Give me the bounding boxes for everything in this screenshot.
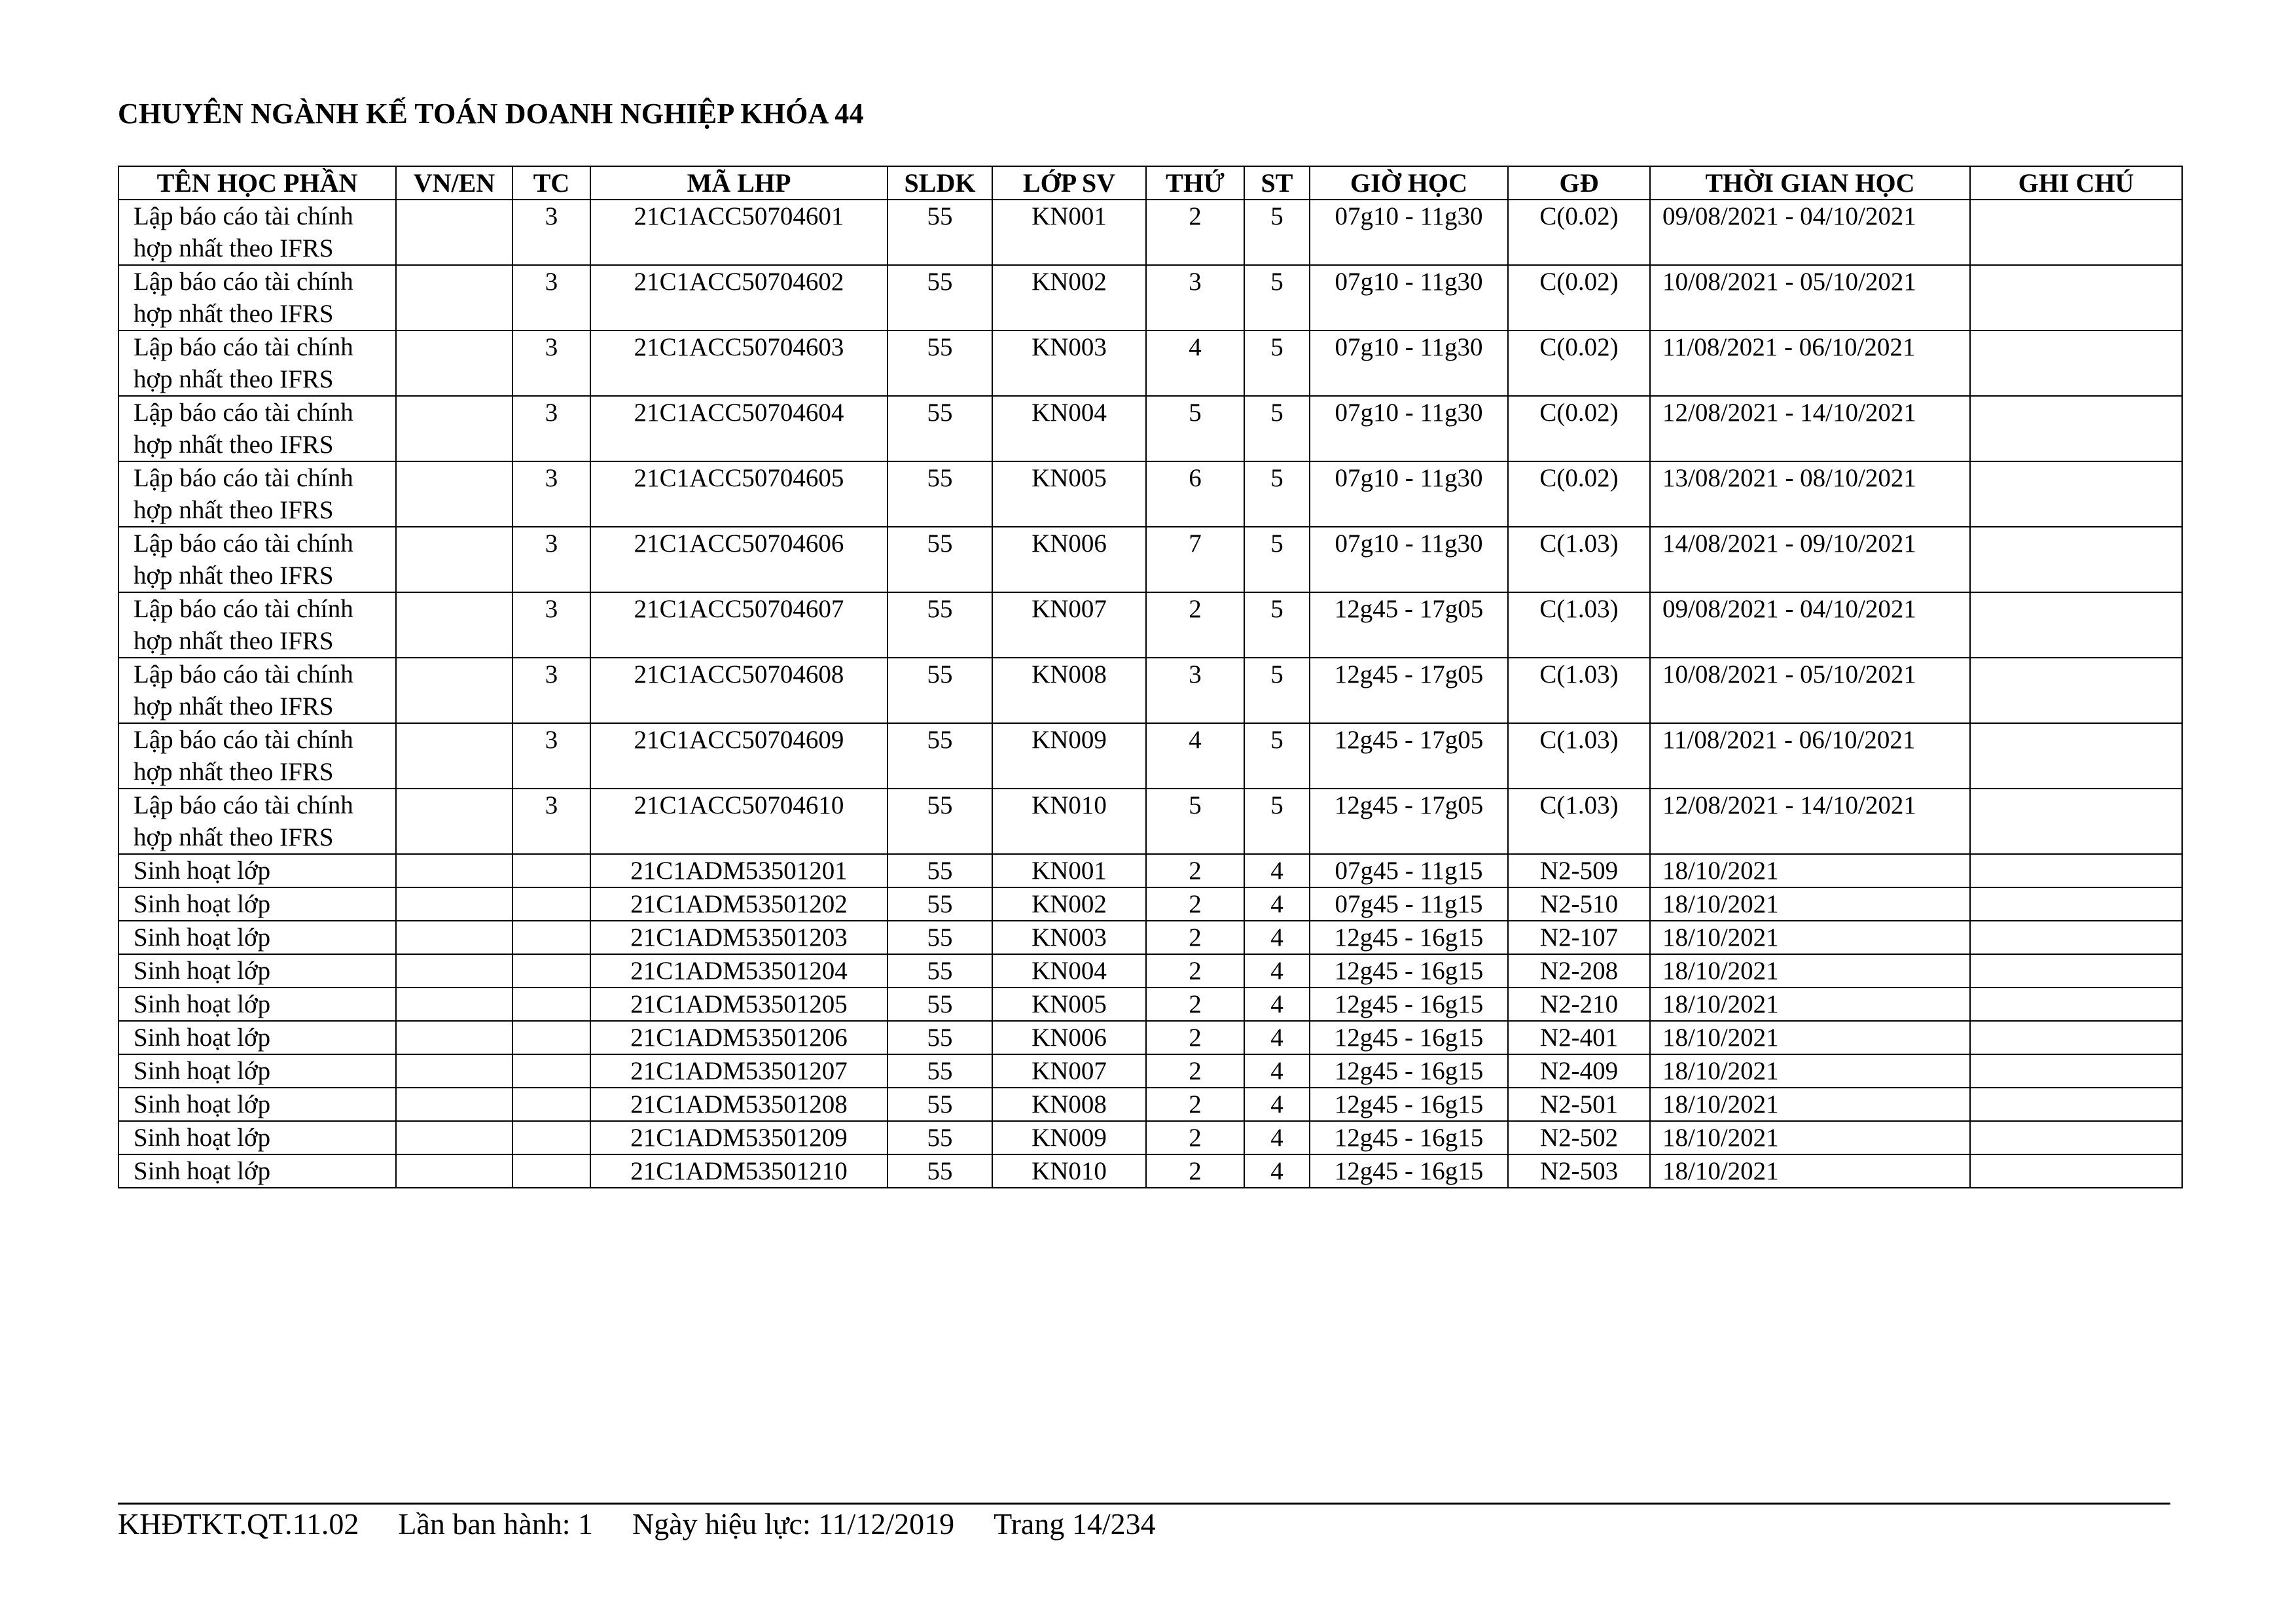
room-cell: C(1.03) <box>1508 592 1650 658</box>
date-range-cell: 18/10/2021 <box>1650 1088 1970 1121</box>
credits-cell: 3 <box>512 396 590 461</box>
weekday-cell: 2 <box>1146 1154 1244 1188</box>
weekday-cell: 5 <box>1146 789 1244 854</box>
language-cell <box>396 723 512 789</box>
note-cell <box>1970 1054 2182 1088</box>
time-cell: 07g45 - 11g15 <box>1310 887 1508 921</box>
table-row <box>118 854 2182 887</box>
class-code-cell: 21C1ADM53501209 <box>590 1121 888 1154</box>
note-cell <box>1970 527 2182 592</box>
course-name-cell: Lập báo cáo tài chính hợp nhất theo IFRS <box>118 396 396 461</box>
time-cell: 12g45 - 17g05 <box>1310 592 1508 658</box>
date-range-cell: 13/08/2021 - 08/10/2021 <box>1650 461 1970 527</box>
credits-cell: 3 <box>512 200 590 265</box>
table-row <box>118 330 2182 396</box>
periods-cell: 5 <box>1244 723 1310 789</box>
class-code-cell: 21C1ADM53501205 <box>590 988 888 1021</box>
periods-cell: 4 <box>1244 1121 1310 1154</box>
class-code-cell: 21C1ACC50704609 <box>590 723 888 789</box>
weekday-cell: 6 <box>1146 461 1244 527</box>
date-range-cell: 18/10/2021 <box>1650 921 1970 954</box>
language-cell <box>396 1021 512 1054</box>
note-cell <box>1970 658 2182 723</box>
periods-cell: 4 <box>1244 854 1310 887</box>
enrolled-cell: 55 <box>888 988 992 1021</box>
table-row <box>118 1054 2182 1088</box>
table-row <box>118 789 2182 854</box>
room-cell: C(1.03) <box>1508 658 1650 723</box>
table-row <box>118 527 2182 592</box>
enrolled-cell: 55 <box>888 265 992 330</box>
enrolled-cell: 55 <box>888 1021 992 1054</box>
credits-cell: 3 <box>512 723 590 789</box>
weekday-cell: 2 <box>1146 954 1244 988</box>
note-cell <box>1970 789 2182 854</box>
header-vn-en: VN/EN <box>396 166 512 200</box>
schedule-table <box>118 166 2183 1188</box>
language-cell <box>396 527 512 592</box>
room-cell: C(0.02) <box>1508 461 1650 527</box>
weekday-cell: 2 <box>1146 988 1244 1021</box>
credits-cell <box>512 887 590 921</box>
course-name-cell: Lập báo cáo tài chính hợp nhất theo IFRS <box>118 265 396 330</box>
periods-cell: 5 <box>1244 592 1310 658</box>
header-thu: THỨ <box>1146 166 1244 200</box>
room-cell: C(1.03) <box>1508 723 1650 789</box>
course-name-cell: Sinh hoạt lớp <box>118 1154 396 1188</box>
time-cell: 07g10 - 11g30 <box>1310 527 1508 592</box>
class-code-cell: 21C1ADM53501201 <box>590 854 888 887</box>
student-class-cell: KN001 <box>992 200 1146 265</box>
enrolled-cell: 55 <box>888 1121 992 1154</box>
footer-page-number: Trang 14/234 <box>994 1507 1156 1541</box>
page-footer <box>118 1507 1156 1541</box>
class-code-cell: 21C1ADM53501204 <box>590 954 888 988</box>
note-cell <box>1970 1021 2182 1054</box>
header-tc: TC <box>512 166 590 200</box>
student-class-cell: KN006 <box>992 527 1146 592</box>
student-class-cell: KN004 <box>992 954 1146 988</box>
header-gd: GĐ <box>1508 166 1650 200</box>
table-row <box>118 461 2182 527</box>
table-row <box>118 592 2182 658</box>
date-range-cell: 18/10/2021 <box>1650 954 1970 988</box>
enrolled-cell: 55 <box>888 200 992 265</box>
enrolled-cell: 55 <box>888 658 992 723</box>
enrolled-cell: 55 <box>888 396 992 461</box>
page-title: CHUYÊN NGÀNH KẾ TOÁN DOANH NGHIỆP KHÓA 44 <box>118 98 864 130</box>
credits-cell <box>512 854 590 887</box>
header-sldk: SLDK <box>888 166 992 200</box>
student-class-cell: KN009 <box>992 1121 1146 1154</box>
credits-cell <box>512 1154 590 1188</box>
enrolled-cell: 55 <box>888 1154 992 1188</box>
time-cell: 07g45 - 11g15 <box>1310 854 1508 887</box>
periods-cell: 5 <box>1244 461 1310 527</box>
periods-cell: 5 <box>1244 658 1310 723</box>
room-cell: C(0.02) <box>1508 330 1650 396</box>
student-class-cell: KN009 <box>992 723 1146 789</box>
credits-cell: 3 <box>512 461 590 527</box>
time-cell: 07g10 - 11g30 <box>1310 461 1508 527</box>
course-name-cell: Sinh hoạt lớp <box>118 1121 396 1154</box>
language-cell <box>396 1054 512 1088</box>
student-class-cell: KN003 <box>992 921 1146 954</box>
periods-cell: 5 <box>1244 789 1310 854</box>
periods-cell: 4 <box>1244 1154 1310 1188</box>
credits-cell: 3 <box>512 330 590 396</box>
weekday-cell: 2 <box>1146 887 1244 921</box>
credits-cell: 3 <box>512 789 590 854</box>
room-cell: N2-501 <box>1508 1088 1650 1121</box>
credits-cell <box>512 1121 590 1154</box>
time-cell: 12g45 - 16g15 <box>1310 954 1508 988</box>
student-class-cell: KN008 <box>992 1088 1146 1121</box>
weekday-cell: 5 <box>1146 396 1244 461</box>
time-cell: 12g45 - 16g15 <box>1310 1154 1508 1188</box>
course-name-cell: Sinh hoạt lớp <box>118 1054 396 1088</box>
note-cell <box>1970 988 2182 1021</box>
credits-cell: 3 <box>512 265 590 330</box>
footer-effective-date: Ngày hiệu lực: 11/12/2019 <box>632 1507 955 1541</box>
time-cell: 12g45 - 16g15 <box>1310 1021 1508 1054</box>
weekday-cell: 2 <box>1146 1021 1244 1054</box>
room-cell: C(1.03) <box>1508 789 1650 854</box>
note-cell <box>1970 1154 2182 1188</box>
course-name-cell: Sinh hoạt lớp <box>118 988 396 1021</box>
date-range-cell: 10/08/2021 - 05/10/2021 <box>1650 658 1970 723</box>
enrolled-cell: 55 <box>888 921 992 954</box>
language-cell <box>396 265 512 330</box>
table-row <box>118 723 2182 789</box>
weekday-cell: 2 <box>1146 200 1244 265</box>
periods-cell: 4 <box>1244 921 1310 954</box>
student-class-cell: KN003 <box>992 330 1146 396</box>
room-cell: C(1.03) <box>1508 527 1650 592</box>
student-class-cell: KN010 <box>992 789 1146 854</box>
note-cell <box>1970 461 2182 527</box>
header-ma-lhp: MÃ LHP <box>590 166 888 200</box>
room-cell: N2-409 <box>1508 1054 1650 1088</box>
course-name-cell: Lập báo cáo tài chính hợp nhất theo IFRS <box>118 658 396 723</box>
student-class-cell: KN004 <box>992 396 1146 461</box>
student-class-cell: KN002 <box>992 265 1146 330</box>
header-lop-sv: LỚP SV <box>992 166 1146 200</box>
room-cell: N2-210 <box>1508 988 1650 1021</box>
language-cell <box>396 396 512 461</box>
class-code-cell: 21C1ACC50704604 <box>590 396 888 461</box>
date-range-cell: 18/10/2021 <box>1650 1121 1970 1154</box>
weekday-cell: 2 <box>1146 592 1244 658</box>
student-class-cell: KN002 <box>992 887 1146 921</box>
date-range-cell: 12/08/2021 - 14/10/2021 <box>1650 789 1970 854</box>
note-cell <box>1970 921 2182 954</box>
language-cell <box>396 330 512 396</box>
credits-cell <box>512 954 590 988</box>
student-class-cell: KN005 <box>992 988 1146 1021</box>
periods-cell: 4 <box>1244 954 1310 988</box>
credits-cell <box>512 988 590 1021</box>
language-cell <box>396 461 512 527</box>
course-name-cell: Sinh hoạt lớp <box>118 1021 396 1054</box>
time-cell: 12g45 - 16g15 <box>1310 921 1508 954</box>
table-row <box>118 265 2182 330</box>
time-cell: 12g45 - 17g05 <box>1310 723 1508 789</box>
student-class-cell: KN007 <box>992 592 1146 658</box>
table-row <box>118 887 2182 921</box>
table-row <box>118 658 2182 723</box>
class-code-cell: 21C1ACC50704601 <box>590 200 888 265</box>
weekday-cell: 2 <box>1146 921 1244 954</box>
time-cell: 12g45 - 16g15 <box>1310 1054 1508 1088</box>
note-cell <box>1970 1121 2182 1154</box>
time-cell: 07g10 - 11g30 <box>1310 200 1508 265</box>
student-class-cell: KN005 <box>992 461 1146 527</box>
header-ghi-chu: GHI CHÚ <box>1970 166 2182 200</box>
table-row <box>118 1154 2182 1188</box>
note-cell <box>1970 396 2182 461</box>
class-code-cell: 21C1ACC50704602 <box>590 265 888 330</box>
credits-cell: 3 <box>512 592 590 658</box>
language-cell <box>396 988 512 1021</box>
periods-cell: 5 <box>1244 396 1310 461</box>
weekday-cell: 2 <box>1146 1054 1244 1088</box>
language-cell <box>396 658 512 723</box>
language-cell <box>396 200 512 265</box>
time-cell: 07g10 - 11g30 <box>1310 265 1508 330</box>
time-cell: 12g45 - 16g15 <box>1310 988 1508 1021</box>
student-class-cell: KN010 <box>992 1154 1146 1188</box>
room-cell: C(0.02) <box>1508 265 1650 330</box>
class-code-cell: 21C1ADM53501202 <box>590 887 888 921</box>
time-cell: 07g10 - 11g30 <box>1310 330 1508 396</box>
course-name-cell: Sinh hoạt lớp <box>118 887 396 921</box>
language-cell <box>396 954 512 988</box>
language-cell <box>396 1154 512 1188</box>
course-name-cell: Lập báo cáo tài chính hợp nhất theo IFRS <box>118 200 396 265</box>
date-range-cell: 18/10/2021 <box>1650 887 1970 921</box>
enrolled-cell: 55 <box>888 1088 992 1121</box>
note-cell <box>1970 954 2182 988</box>
credits-cell: 3 <box>512 658 590 723</box>
note-cell <box>1970 887 2182 921</box>
course-name-cell: Sinh hoạt lớp <box>118 1088 396 1121</box>
weekday-cell: 2 <box>1146 1088 1244 1121</box>
date-range-cell: 18/10/2021 <box>1650 1154 1970 1188</box>
language-cell <box>396 1088 512 1121</box>
time-cell: 07g10 - 11g30 <box>1310 396 1508 461</box>
student-class-cell: KN007 <box>992 1054 1146 1088</box>
table-row <box>118 921 2182 954</box>
periods-cell: 4 <box>1244 1088 1310 1121</box>
weekday-cell: 2 <box>1146 1121 1244 1154</box>
date-range-cell: 18/10/2021 <box>1650 1021 1970 1054</box>
date-range-cell: 18/10/2021 <box>1650 1054 1970 1088</box>
enrolled-cell: 55 <box>888 1054 992 1088</box>
language-cell <box>396 789 512 854</box>
periods-cell: 4 <box>1244 1054 1310 1088</box>
note-cell <box>1970 265 2182 330</box>
time-cell: 12g45 - 17g05 <box>1310 789 1508 854</box>
enrolled-cell: 55 <box>888 887 992 921</box>
enrolled-cell: 55 <box>888 527 992 592</box>
header-st: ST <box>1244 166 1310 200</box>
weekday-cell: 3 <box>1146 658 1244 723</box>
date-range-cell: 11/08/2021 - 06/10/2021 <box>1650 330 1970 396</box>
note-cell <box>1970 330 2182 396</box>
student-class-cell: KN001 <box>992 854 1146 887</box>
date-range-cell: 10/08/2021 - 05/10/2021 <box>1650 265 1970 330</box>
note-cell <box>1970 1088 2182 1121</box>
time-cell: 12g45 - 16g15 <box>1310 1121 1508 1154</box>
class-code-cell: 21C1ADM53501208 <box>590 1088 888 1121</box>
class-code-cell: 21C1ACC50704610 <box>590 789 888 854</box>
credits-cell <box>512 921 590 954</box>
course-name-cell: Lập báo cáo tài chính hợp nhất theo IFRS <box>118 330 396 396</box>
class-code-cell: 21C1ACC50704603 <box>590 330 888 396</box>
date-range-cell: 09/08/2021 - 04/10/2021 <box>1650 200 1970 265</box>
room-cell: N2-401 <box>1508 1021 1650 1054</box>
table-row <box>118 1121 2182 1154</box>
credits-cell <box>512 1088 590 1121</box>
weekday-cell: 2 <box>1146 854 1244 887</box>
header-gio-hoc: GIỜ HỌC <box>1310 166 1508 200</box>
footer-divider <box>118 1503 2170 1505</box>
table-body <box>118 200 2182 1188</box>
class-code-cell: 21C1ADM53501206 <box>590 1021 888 1054</box>
periods-cell: 5 <box>1244 200 1310 265</box>
weekday-cell: 3 <box>1146 265 1244 330</box>
date-range-cell: 18/10/2021 <box>1650 854 1970 887</box>
course-name-cell: Sinh hoạt lớp <box>118 854 396 887</box>
table-row <box>118 396 2182 461</box>
periods-cell: 4 <box>1244 887 1310 921</box>
date-range-cell: 12/08/2021 - 14/10/2021 <box>1650 396 1970 461</box>
periods-cell: 5 <box>1244 330 1310 396</box>
weekday-cell: 4 <box>1146 723 1244 789</box>
enrolled-cell: 55 <box>888 723 992 789</box>
periods-cell: 5 <box>1244 265 1310 330</box>
student-class-cell: KN008 <box>992 658 1146 723</box>
note-cell <box>1970 200 2182 265</box>
room-cell: N2-208 <box>1508 954 1650 988</box>
student-class-cell: KN006 <box>992 1021 1146 1054</box>
room-cell: C(0.02) <box>1508 396 1650 461</box>
enrolled-cell: 55 <box>888 592 992 658</box>
time-cell: 12g45 - 17g05 <box>1310 658 1508 723</box>
course-name-cell: Lập báo cáo tài chính hợp nhất theo IFRS <box>118 461 396 527</box>
class-code-cell: 21C1ADM53501207 <box>590 1054 888 1088</box>
credits-cell <box>512 1054 590 1088</box>
enrolled-cell: 55 <box>888 854 992 887</box>
footer-issue: Lần ban hành: 1 <box>398 1507 593 1541</box>
date-range-cell: 18/10/2021 <box>1650 988 1970 1021</box>
class-code-cell: 21C1ADM53501203 <box>590 921 888 954</box>
language-cell <box>396 1121 512 1154</box>
class-code-cell: 21C1ACC50704605 <box>590 461 888 527</box>
enrolled-cell: 55 <box>888 789 992 854</box>
room-cell: C(0.02) <box>1508 200 1650 265</box>
language-cell <box>396 854 512 887</box>
enrolled-cell: 55 <box>888 330 992 396</box>
footer-doc-code: KHĐTKT.QT.11.02 <box>118 1507 359 1541</box>
class-code-cell: 21C1ACC50704608 <box>590 658 888 723</box>
room-cell: N2-509 <box>1508 854 1650 887</box>
note-cell <box>1970 592 2182 658</box>
enrolled-cell: 55 <box>888 461 992 527</box>
weekday-cell: 7 <box>1146 527 1244 592</box>
class-code-cell: 21C1ADM53501210 <box>590 1154 888 1188</box>
date-range-cell: 11/08/2021 - 06/10/2021 <box>1650 723 1970 789</box>
table-row <box>118 200 2182 265</box>
note-cell <box>1970 723 2182 789</box>
date-range-cell: 09/08/2021 - 04/10/2021 <box>1650 592 1970 658</box>
periods-cell: 4 <box>1244 1021 1310 1054</box>
credits-cell: 3 <box>512 527 590 592</box>
course-name-cell: Sinh hoạt lớp <box>118 921 396 954</box>
periods-cell: 4 <box>1244 988 1310 1021</box>
room-cell: N2-107 <box>1508 921 1650 954</box>
language-cell <box>396 887 512 921</box>
date-range-cell: 14/08/2021 - 09/10/2021 <box>1650 527 1970 592</box>
room-cell: N2-503 <box>1508 1154 1650 1188</box>
language-cell <box>396 921 512 954</box>
course-name-cell: Lập báo cáo tài chính hợp nhất theo IFRS <box>118 592 396 658</box>
course-name-cell: Lập báo cáo tài chính hợp nhất theo IFRS <box>118 723 396 789</box>
table-row <box>118 954 2182 988</box>
course-name-cell: Lập báo cáo tài chính hợp nhất theo IFRS <box>118 789 396 854</box>
time-cell: 12g45 - 16g15 <box>1310 1088 1508 1121</box>
header-thoi-gian-hoc: THỜI GIAN HỌC <box>1650 166 1970 200</box>
note-cell <box>1970 854 2182 887</box>
class-code-cell: 21C1ACC50704607 <box>590 592 888 658</box>
weekday-cell: 4 <box>1146 330 1244 396</box>
room-cell: N2-510 <box>1508 887 1650 921</box>
header-ten-hoc-phan: TÊN HỌC PHẦN <box>118 166 396 200</box>
enrolled-cell: 55 <box>888 954 992 988</box>
room-cell: N2-502 <box>1508 1121 1650 1154</box>
language-cell <box>396 592 512 658</box>
table-row <box>118 1088 2182 1121</box>
course-name-cell: Sinh hoạt lớp <box>118 954 396 988</box>
table-header-row <box>118 166 2182 200</box>
table-row <box>118 1021 2182 1054</box>
credits-cell <box>512 1021 590 1054</box>
class-code-cell: 21C1ACC50704606 <box>590 527 888 592</box>
table-row <box>118 988 2182 1021</box>
periods-cell: 5 <box>1244 527 1310 592</box>
course-name-cell: Lập báo cáo tài chính hợp nhất theo IFRS <box>118 527 396 592</box>
